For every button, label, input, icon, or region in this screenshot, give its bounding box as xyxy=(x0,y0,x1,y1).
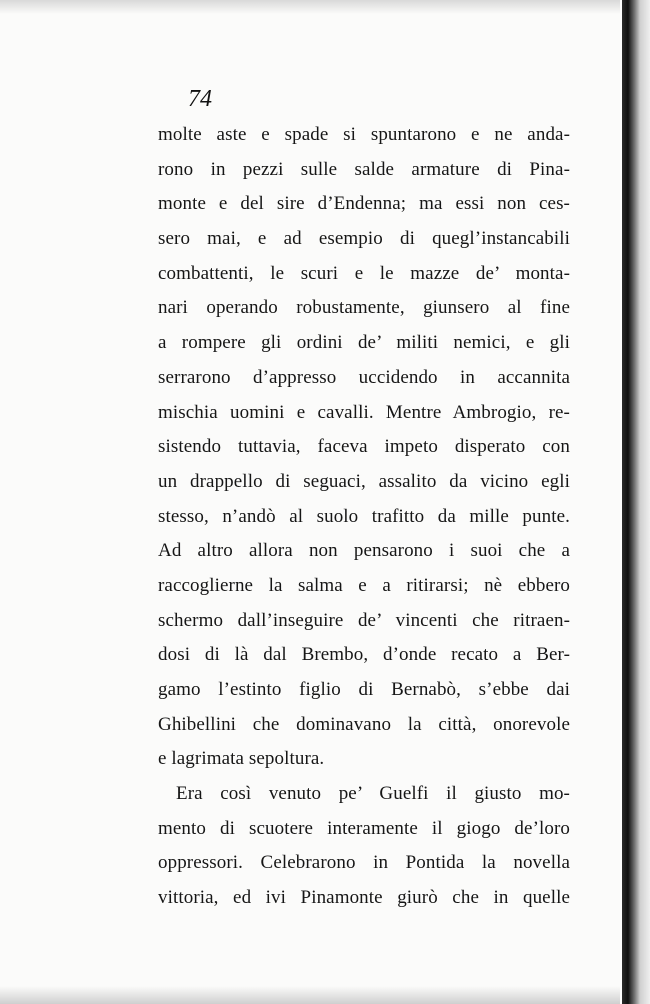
text-line-16: dosi di là dal Brembo, d’onde recato a Ber- xyxy=(158,644,570,666)
text-line-23: vittoria, ed ivi Pinamonte giurò che in quelle xyxy=(158,887,570,909)
page-number: 74 xyxy=(188,86,212,112)
text-line-11: un drappello di seguaci, assalito da vicino egli xyxy=(158,470,570,492)
page-bottom-shadow xyxy=(0,986,620,1004)
text-line-15: schermo dall’inseguire de’ vincenti che ritraen- xyxy=(158,609,570,631)
text-line-1: molte aste e spade si spuntarono e ne anda- xyxy=(158,124,570,145)
page-top-shadow xyxy=(0,0,620,14)
text-line-17: gamo l’estinto figlio di Bernabò, s’ebbe dai xyxy=(158,679,570,700)
text-line-13: Ad altro allora non pensarono i suoi che a xyxy=(158,540,570,562)
book-spine-edge xyxy=(622,0,650,1004)
text-line-10: sistendo tuttavia, faceva impeto disperato con xyxy=(158,436,570,458)
text-line-6: nari operando robustamente, giunsero al fine xyxy=(158,297,570,319)
text-line-3: monte e del sire d’Endenna; ma essi non ces- xyxy=(158,193,570,215)
text-line-19: e lagrimata sepoltura. xyxy=(158,748,325,770)
text-line-9: mischia uomini e cavalli. Mentre Ambrogio, re- xyxy=(158,401,570,423)
text-line-20: Era così venuto pe’ Guelfi il giusto mo- xyxy=(176,783,570,805)
text-line-2: rono in pezzi sulle salde armature di Pina- xyxy=(158,158,570,180)
text-line-14: raccoglierne la salma e a ritirarsi; nè ebbero xyxy=(158,574,570,596)
text-line-21: mento di scuotere interamente il giogo de’loro xyxy=(158,817,570,839)
body-text xyxy=(158,118,570,916)
text-line-18: Ghibellini che dominavano la città, onorevole xyxy=(158,713,570,735)
text-line-5: combattenti, le scuri e le mazze de’ monta- xyxy=(158,262,570,284)
text-line-4: sero mai, e ad esempio di quegl’instancabili xyxy=(158,228,570,250)
text-line-12: stesso, n’andò al suolo trafitto da mille punte. xyxy=(158,505,570,527)
text-line-22: oppressori. Celebrarono in Pontida la novella xyxy=(158,852,570,874)
text-line-8: serrarono d’appresso uccidendo in accannita xyxy=(158,366,570,388)
text-line-7: a rompere gli ordini de’ militi nemici, e gli xyxy=(158,332,570,354)
